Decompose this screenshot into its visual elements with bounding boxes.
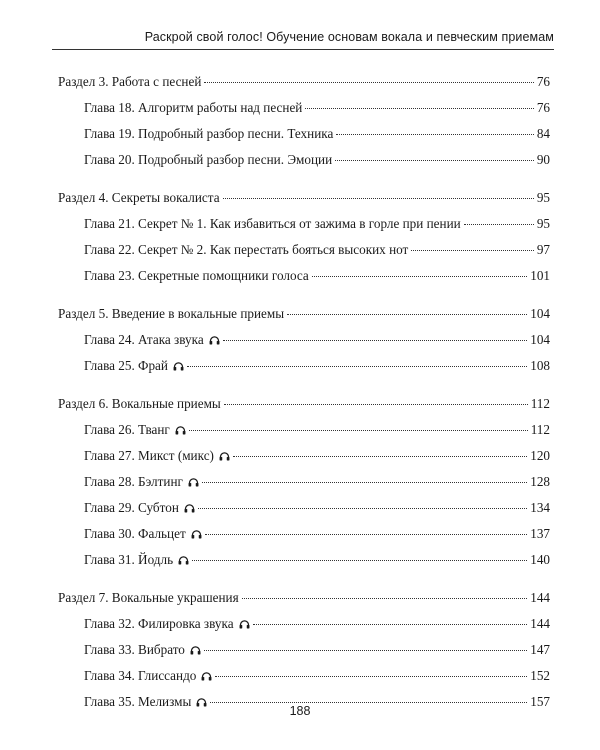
dot-leader xyxy=(223,198,534,199)
toc-section-entry xyxy=(58,301,550,327)
toc-chapter-entry xyxy=(58,637,550,663)
page-ref: 101 xyxy=(530,268,550,283)
headphones-icon xyxy=(196,690,207,699)
entry-title-text: Глава 23. Секретные помощники голоса xyxy=(84,268,309,283)
chapter-title xyxy=(84,495,195,521)
chapter-title xyxy=(84,443,230,469)
headphones-icon xyxy=(173,354,184,363)
entry-title-text: Глава 29. Субтон xyxy=(84,500,179,515)
toc-chapter-entry xyxy=(58,663,550,689)
dot-leader xyxy=(305,108,533,109)
dot-leader xyxy=(464,224,534,225)
entry-title-text: Глава 22. Секрет № 2. Как перестать бояться высоких нот xyxy=(84,242,409,257)
entry-title-text: Глава 35. Мелизмы xyxy=(84,694,192,709)
entry-title-text: Глава 27. Микст (микс) xyxy=(84,448,214,463)
toc-chapter-entry xyxy=(58,611,550,637)
headphones-icon xyxy=(190,638,201,647)
toc-chapter-entry xyxy=(58,469,550,495)
headphones-icon xyxy=(188,470,199,479)
toc-section-entry xyxy=(58,391,550,417)
section-title xyxy=(58,69,201,95)
chapter-title xyxy=(84,637,201,663)
chapter-title xyxy=(84,121,333,147)
toc-chapter-entry xyxy=(58,495,550,521)
page-ref: 144 xyxy=(530,616,550,631)
toc-chapter-entry xyxy=(58,211,550,237)
dot-leader xyxy=(202,482,527,483)
entry-title-text: Глава 31. Йодль xyxy=(84,552,174,567)
table-of-contents xyxy=(58,69,550,715)
headphones-icon xyxy=(191,522,202,531)
chapter-title xyxy=(84,263,309,289)
chapter-title xyxy=(84,547,189,573)
page-ref: 137 xyxy=(530,526,550,541)
page-ref: 112 xyxy=(530,422,550,437)
section-title xyxy=(58,585,239,611)
headphones-icon xyxy=(178,548,189,557)
section-spacer xyxy=(58,289,550,301)
dot-leader xyxy=(224,404,528,405)
toc-chapter-entry xyxy=(58,95,550,121)
chapter-title xyxy=(84,417,186,443)
dot-leader xyxy=(411,250,534,251)
headphones-icon xyxy=(184,496,195,505)
entry-title-text: Глава 33. Вибрато xyxy=(84,642,185,657)
chapter-title xyxy=(84,147,332,173)
toc-chapter-entry xyxy=(58,327,550,353)
page-ref: 97 xyxy=(536,242,550,257)
entry-title-text: Глава 20. Подробный разбор песни. Эмоции xyxy=(84,152,333,167)
page-ref: 104 xyxy=(530,332,550,347)
entry-title-text: Глава 28. Бэлтинг xyxy=(84,474,183,489)
toc-chapter-entry xyxy=(58,521,550,547)
dot-leader xyxy=(192,560,527,561)
page-ref: 120 xyxy=(530,448,550,463)
dot-leader xyxy=(204,82,533,83)
page-number: 188 xyxy=(289,704,311,718)
toc-section-entry xyxy=(58,585,550,611)
page-ref: 84 xyxy=(536,126,550,141)
entry-title-text: Глава 19. Подробный разбор песни. Техника xyxy=(84,126,334,141)
entry-title-text: Глава 24. Атака звука xyxy=(84,332,204,347)
section-spacer xyxy=(58,379,550,391)
toc-chapter-entry xyxy=(58,263,550,289)
entry-title-text: Глава 21. Секрет № 1. Как избавиться от зажима в горле при пении xyxy=(84,216,461,231)
chapter-title xyxy=(84,611,250,637)
toc-chapter-entry xyxy=(58,237,550,263)
dot-leader xyxy=(312,276,527,277)
section-spacer xyxy=(58,173,550,185)
headphones-icon xyxy=(239,612,250,621)
toc-chapter-entry xyxy=(58,353,550,379)
chapter-title xyxy=(84,211,461,237)
dot-leader xyxy=(335,160,534,161)
page-ref: 147 xyxy=(530,642,550,657)
section-title xyxy=(58,185,220,211)
dot-leader xyxy=(253,624,528,625)
dot-leader xyxy=(187,366,527,367)
page-ref: 95 xyxy=(536,190,550,205)
page-ref: 157 xyxy=(530,694,550,709)
chapter-title xyxy=(84,469,199,495)
section-spacer xyxy=(58,573,550,585)
dot-leader xyxy=(223,340,528,341)
page-ref: 108 xyxy=(530,358,550,373)
dot-leader xyxy=(210,702,527,703)
chapter-title xyxy=(84,663,212,689)
chapter-title xyxy=(84,521,202,547)
dot-leader xyxy=(233,456,527,457)
page-ref: 104 xyxy=(530,306,550,321)
toc-chapter-entry xyxy=(58,417,550,443)
page-ref: 112 xyxy=(530,396,550,411)
entry-title-text: Глава 34. Глиссандо xyxy=(84,668,197,683)
page-ref: 144 xyxy=(530,590,550,605)
page-ref: 90 xyxy=(536,152,550,167)
entry-title-text: Раздел 3. Работа с песней xyxy=(58,74,202,89)
section-title xyxy=(58,301,284,327)
dot-leader xyxy=(287,314,527,315)
headphones-icon xyxy=(201,664,212,673)
page-ref: 76 xyxy=(536,100,550,115)
entry-title-text: Раздел 6. Вокальные приемы xyxy=(58,396,221,411)
toc-chapter-entry xyxy=(58,121,550,147)
dot-leader xyxy=(189,430,528,431)
section-title xyxy=(58,391,221,417)
chapter-title xyxy=(84,353,184,379)
entry-title-text: Глава 25. Фрай xyxy=(84,358,168,373)
dot-leader xyxy=(205,534,528,535)
entry-title-text: Раздел 7. Вокальные украшения xyxy=(58,590,239,605)
toc-chapter-entry xyxy=(58,147,550,173)
dot-leader xyxy=(215,676,527,677)
dot-leader xyxy=(336,134,533,135)
headphones-icon xyxy=(219,444,230,453)
toc-chapter-entry xyxy=(58,547,550,573)
dot-leader xyxy=(204,650,527,651)
entry-title-text: Глава 32. Филировка звука xyxy=(84,616,234,631)
entry-title-text: Глава 26. Тванг xyxy=(84,422,170,437)
entry-title-text: Раздел 5. Введение в вокальные приемы xyxy=(58,306,285,321)
entry-title-text: Раздел 4. Секреты вокалиста xyxy=(58,190,220,205)
page-ref: 128 xyxy=(530,474,550,489)
running-header: Раскрой свой голос! Обучение основам вокала и певческим приемам xyxy=(52,30,554,50)
page-ref: 152 xyxy=(530,668,550,683)
page-ref: 95 xyxy=(536,216,550,231)
toc-section-entry xyxy=(58,69,550,95)
page-ref: 76 xyxy=(536,74,550,89)
chapter-title xyxy=(84,237,408,263)
dot-leader xyxy=(242,598,528,599)
page-ref: 140 xyxy=(530,552,550,567)
page-ref: 134 xyxy=(530,500,550,515)
toc-section-entry xyxy=(58,185,550,211)
entry-title-text: Глава 30. Фальцет xyxy=(84,526,186,541)
headphones-icon xyxy=(209,328,220,337)
dot-leader xyxy=(198,508,527,509)
entry-title-text: Глава 18. Алгоритм работы над песней xyxy=(84,100,303,115)
toc-chapter-entry xyxy=(58,443,550,469)
chapter-title xyxy=(84,327,220,353)
headphones-icon xyxy=(175,418,186,427)
chapter-title xyxy=(84,95,302,121)
